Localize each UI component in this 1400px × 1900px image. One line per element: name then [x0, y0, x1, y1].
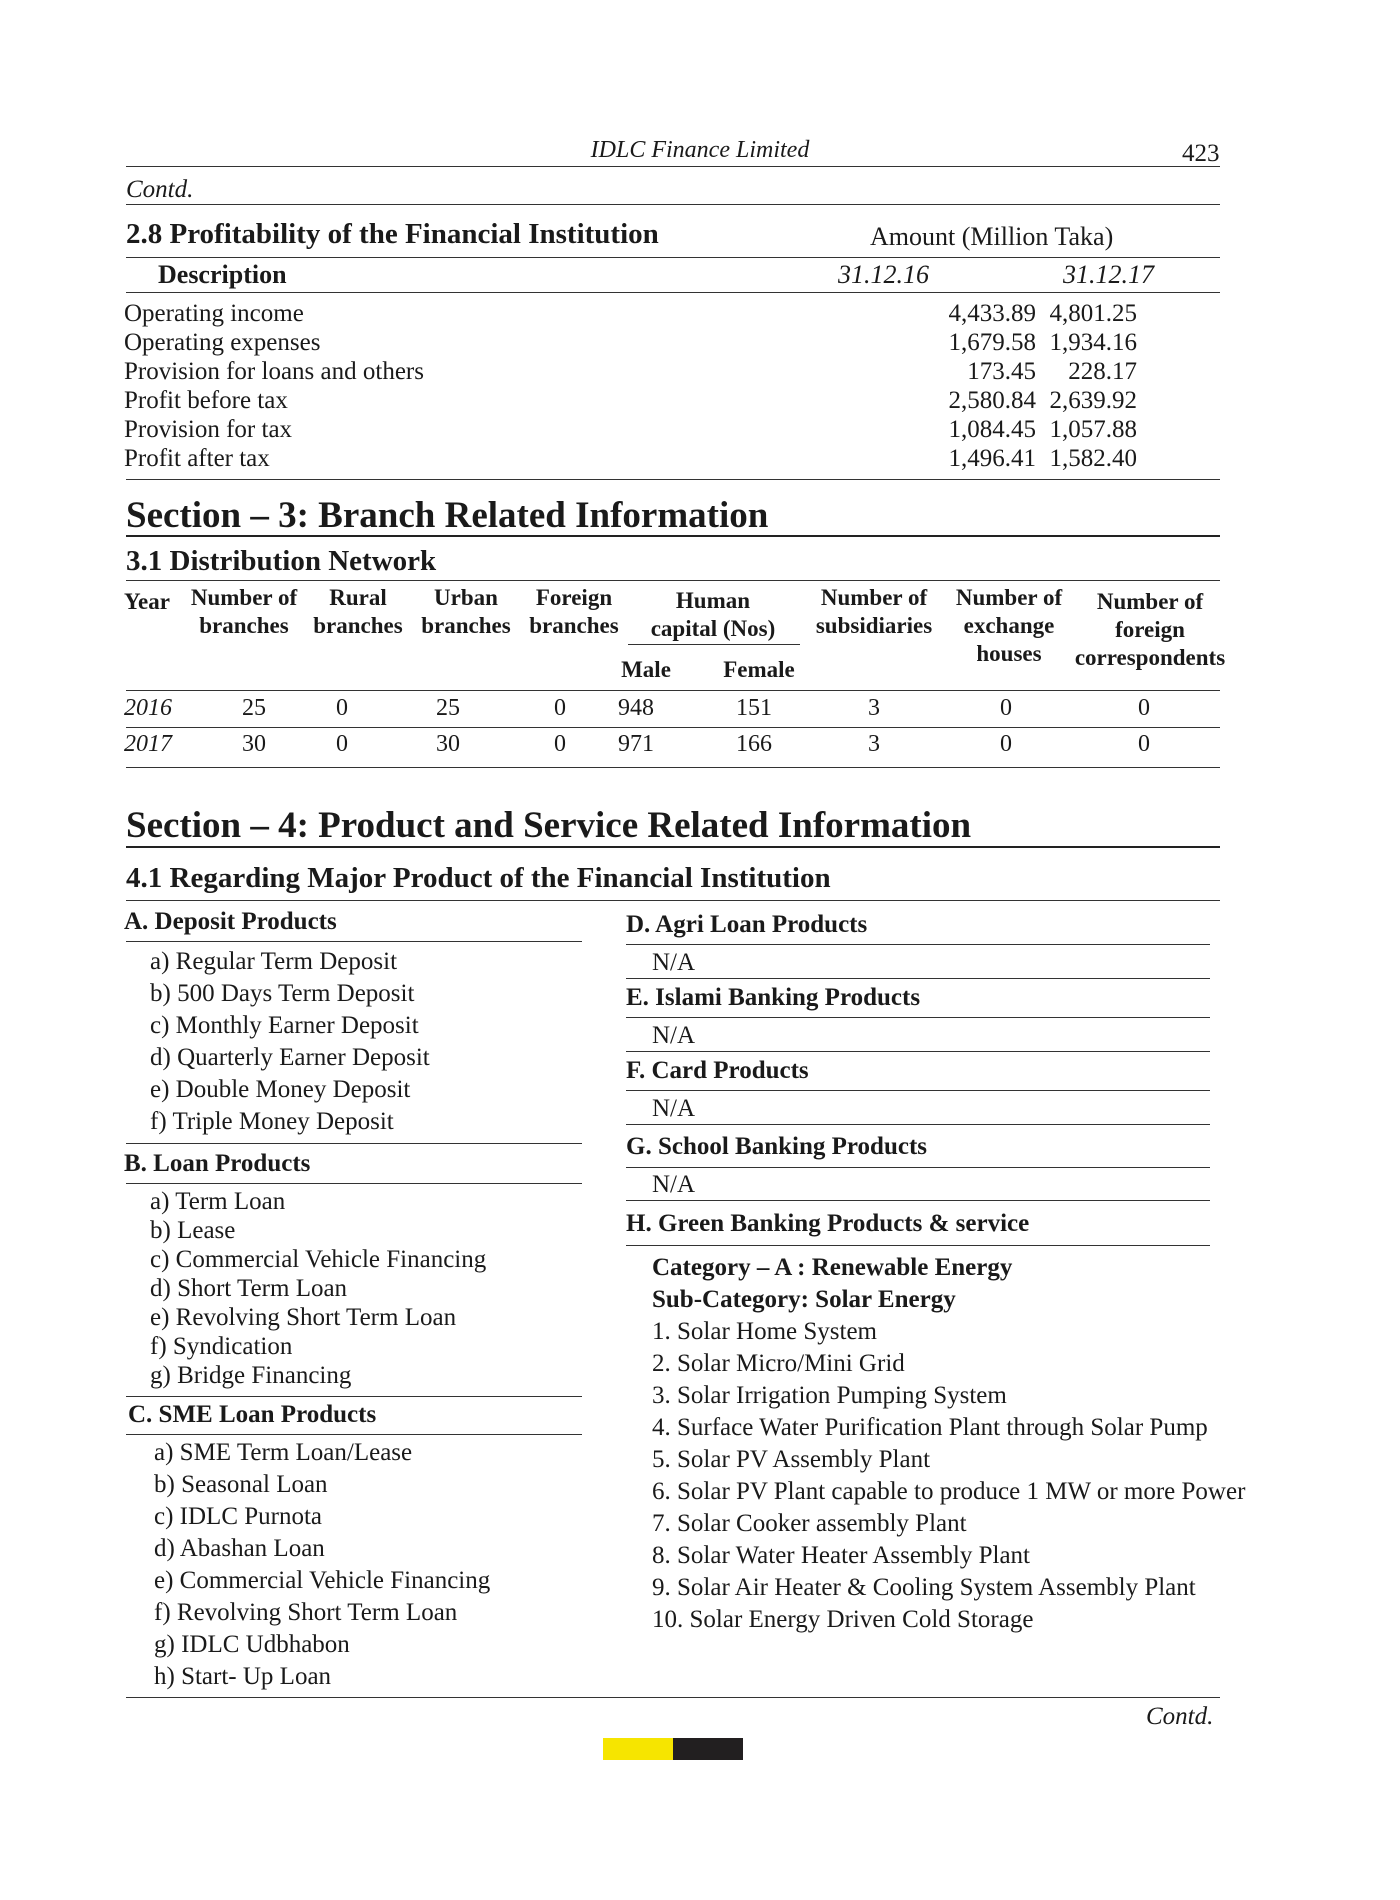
profit-table-top-rule	[126, 257, 1220, 258]
cell-exchange: 0	[1000, 695, 1012, 721]
list-item: 6. Solar PV Plant capable to produce 1 MW or more Power	[652, 1478, 1246, 1505]
row-value-2017: 2,639.92	[1049, 387, 1137, 414]
dn-header-human-capital	[628, 587, 798, 643]
header-text: Rural	[329, 585, 387, 610]
loan-rule	[126, 1183, 582, 1184]
cell-subsidiaries: 3	[868, 731, 880, 757]
cell-female: 151	[736, 695, 772, 721]
row-label: Provision for tax	[124, 416, 293, 443]
cell-male: 948	[618, 695, 654, 721]
header-text: correspondents	[1074, 645, 1226, 670]
row-value-2016: 1,084.45	[948, 416, 1036, 443]
row-value-2017: 1,057.88	[1049, 416, 1137, 443]
cell-year: 2016	[124, 695, 172, 721]
header-text: houses	[976, 641, 1042, 666]
amount-note: Amount (Million Taka)	[870, 222, 1114, 251]
cell-subsidiaries: 3	[868, 695, 880, 721]
footer-rule	[126, 1697, 1220, 1698]
table-row	[124, 329, 1224, 358]
header-text: branches	[529, 613, 619, 638]
cell-foreign: 0	[554, 695, 566, 721]
running-title: IDLC Finance Limited	[590, 137, 810, 163]
profit-table-header-rule	[126, 292, 1220, 293]
page-number: 423	[1182, 140, 1220, 167]
row-value-2017: 228.17	[1068, 358, 1137, 385]
islami-bottom-rule	[626, 1051, 1210, 1052]
header-text: capital (Nos)	[650, 616, 776, 641]
dn-row-rule	[126, 727, 1220, 728]
card-bottom-rule	[626, 1124, 1210, 1125]
col-2016: 31.12.16	[838, 260, 929, 289]
list-item: 2. Solar Micro/Mini Grid	[652, 1350, 905, 1377]
cell-rural: 0	[336, 695, 348, 721]
dn-header-year	[124, 588, 180, 616]
contd-label-bottom: Contd.	[1146, 1703, 1214, 1730]
major-product-title: 4.1 Regarding Major Product of the Financial Institution	[126, 862, 831, 894]
list-item: b) Seasonal Loan	[154, 1471, 328, 1498]
list-item: d) Abashan Loan	[154, 1535, 325, 1562]
list-item: c) Commercial Vehicle Financing	[150, 1246, 487, 1273]
dn-header-subsidiaries	[806, 584, 942, 640]
row-value-2016: 1,496.41	[948, 445, 1036, 472]
deposit-rule	[126, 941, 582, 942]
footer-accent-yellow	[603, 1738, 673, 1760]
card-rule	[626, 1090, 1210, 1091]
table-row	[124, 445, 1224, 474]
row-label: Profit before tax	[124, 387, 288, 414]
list-item: g) Bridge Financing	[150, 1362, 352, 1389]
card-products-title: F. Card Products	[626, 1057, 809, 1084]
section3-rule	[126, 535, 1220, 537]
header-text: subsidiaries	[815, 613, 933, 638]
list-item: e) Commercial Vehicle Financing	[154, 1567, 491, 1594]
header-text: Number of	[1096, 589, 1204, 614]
cell-branches: 25	[242, 695, 266, 721]
list-item: h) Start- Up Loan	[154, 1663, 332, 1690]
sme-rule	[126, 1434, 582, 1435]
header-text: Number of	[820, 585, 928, 610]
cell-exchange: 0	[1000, 731, 1012, 757]
header-text: Number of	[190, 585, 298, 610]
card-value: N/A	[652, 1095, 696, 1122]
cell-urban: 30	[436, 731, 460, 757]
major-product-rule	[126, 900, 1220, 901]
row-label: Operating expenses	[124, 329, 321, 356]
header-rule	[126, 166, 1220, 167]
dn-header-urban	[416, 584, 516, 640]
header-text: exchange	[963, 613, 1055, 638]
list-item: c) Monthly Earner Deposit	[150, 1012, 419, 1039]
green-rule	[626, 1245, 1210, 1246]
green-subcategory: Sub-Category: Solar Energy	[652, 1286, 956, 1313]
section3-title: Section – 3: Branch Related Information	[126, 495, 769, 536]
list-item: c) IDLC Purnota	[154, 1503, 323, 1530]
cell-correspondents: 0	[1138, 731, 1150, 757]
deposit-bottom-rule	[126, 1143, 582, 1144]
list-item: 4. Surface Water Purification Plant through Solar Pump	[652, 1414, 1208, 1441]
agri-value: N/A	[652, 949, 696, 976]
list-item: 1. Solar Home System	[652, 1318, 877, 1345]
header-text: branches	[313, 613, 403, 638]
contd-label-top: Contd.	[126, 176, 194, 203]
list-item: d) Short Term Loan	[150, 1275, 348, 1302]
cell-urban: 25	[436, 695, 460, 721]
list-item: 9. Solar Air Heater & Cooling System Assembly Plant	[652, 1574, 1196, 1601]
row-value-2016: 4,433.89	[948, 300, 1036, 327]
islami-rule	[626, 1017, 1210, 1018]
dn-header-foreign	[524, 584, 624, 640]
section4-title: Section – 4: Product and Service Related Information	[126, 805, 972, 846]
table-row	[124, 300, 1224, 329]
islami-value: N/A	[652, 1022, 696, 1049]
loan-bottom-rule	[126, 1396, 582, 1397]
header-text: Human	[675, 588, 751, 613]
header-text: branches	[199, 613, 289, 638]
cell-foreign: 0	[554, 731, 566, 757]
dn-header-male: Male	[621, 657, 671, 682]
profitability-title: 2.8 Profitability of the Financial Institution	[126, 218, 659, 250]
human-capital-rule	[628, 644, 800, 645]
cell-male: 971	[618, 731, 654, 757]
table-row	[124, 416, 1224, 445]
list-item: e) Revolving Short Term Loan	[150, 1304, 457, 1331]
row-value-2016: 2,580.84	[948, 387, 1036, 414]
list-item: a) Regular Term Deposit	[150, 948, 398, 975]
agri-loan-products-title: D. Agri Loan Products	[626, 911, 868, 938]
col-2017: 31.12.17	[1063, 260, 1154, 289]
list-item: 7. Solar Cooker assembly Plant	[652, 1510, 967, 1537]
list-item: g) IDLC Udbhabon	[154, 1631, 350, 1658]
header-text: foreign	[1115, 617, 1185, 642]
row-label: Provision for loans and others	[124, 358, 424, 385]
header-text: Foreign	[535, 585, 613, 610]
dn-header-branches	[185, 584, 303, 640]
dn-bottom-rule	[126, 767, 1220, 768]
row-value-2017: 1,934.16	[1049, 329, 1137, 356]
list-item: f) Revolving Short Term Loan	[154, 1599, 458, 1626]
section4-rule	[126, 846, 1220, 848]
green-banking-products-title: H. Green Banking Products & service	[626, 1210, 1030, 1237]
header-text: Year	[124, 589, 170, 614]
green-category: Category – A : Renewable Energy	[652, 1254, 1013, 1281]
list-item: a) Term Loan	[150, 1188, 286, 1215]
list-item: 5. Solar PV Assembly Plant	[652, 1446, 931, 1473]
header-text: Number of	[955, 585, 1063, 610]
table-row	[124, 387, 1224, 416]
list-item: e) Double Money Deposit	[150, 1076, 411, 1103]
list-item: 10. Solar Energy Driven Cold Storage	[652, 1606, 1034, 1633]
row-label: Operating income	[124, 300, 304, 327]
cell-female: 166	[736, 731, 772, 757]
islami-banking-products-title: E. Islami Banking Products	[626, 984, 921, 1011]
list-item: 3. Solar Irrigation Pumping System	[652, 1382, 1007, 1409]
row-value-2016: 173.45	[967, 358, 1036, 385]
sme-loan-products-title: C. SME Loan Products	[128, 1401, 377, 1428]
list-item: f) Syndication	[150, 1333, 293, 1360]
col-description: Description	[158, 260, 287, 289]
school-bottom-rule	[626, 1200, 1210, 1201]
distribution-network-title: 3.1 Distribution Network	[126, 545, 437, 577]
footer-accent-black	[673, 1738, 743, 1760]
dn-top-rule	[126, 580, 1220, 581]
list-item: a) SME Term Loan/Lease	[154, 1439, 413, 1466]
row-value-2017: 4,801.25	[1049, 300, 1137, 327]
header-text: branches	[421, 613, 511, 638]
row-label: Profit after tax	[124, 445, 270, 472]
dn-header-exchange-houses	[944, 584, 1074, 668]
profit-table-bottom-rule	[126, 479, 1220, 480]
dn-header-correspondents	[1062, 588, 1238, 672]
dn-header-female: Female	[723, 657, 795, 682]
deposit-products-title: A. Deposit Products	[124, 908, 337, 935]
agri-bottom-rule	[626, 978, 1210, 979]
list-item: b) 500 Days Term Deposit	[150, 980, 415, 1007]
cell-branches: 30	[242, 731, 266, 757]
school-banking-products-title: G. School Banking Products	[626, 1133, 928, 1160]
row-value-2017: 1,582.40	[1049, 445, 1137, 472]
row-value-2016: 1,679.58	[948, 329, 1036, 356]
loan-products-title: B. Loan Products	[124, 1150, 311, 1177]
list-item: d) Quarterly Earner Deposit	[150, 1044, 430, 1071]
header-text: Urban	[434, 585, 498, 610]
list-item: b) Lease	[150, 1217, 236, 1244]
cell-year: 2017	[124, 731, 172, 757]
dn-header-rural	[308, 584, 408, 640]
dn-header-rule	[126, 690, 1220, 691]
cell-rural: 0	[336, 731, 348, 757]
school-value: N/A	[652, 1171, 696, 1198]
agri-rule	[626, 944, 1210, 945]
cell-correspondents: 0	[1138, 695, 1150, 721]
table-row	[124, 358, 1224, 387]
school-rule	[626, 1167, 1210, 1168]
list-item: f) Triple Money Deposit	[150, 1108, 394, 1135]
list-item: 8. Solar Water Heater Assembly Plant	[652, 1542, 1031, 1569]
contd-rule	[126, 204, 1220, 205]
